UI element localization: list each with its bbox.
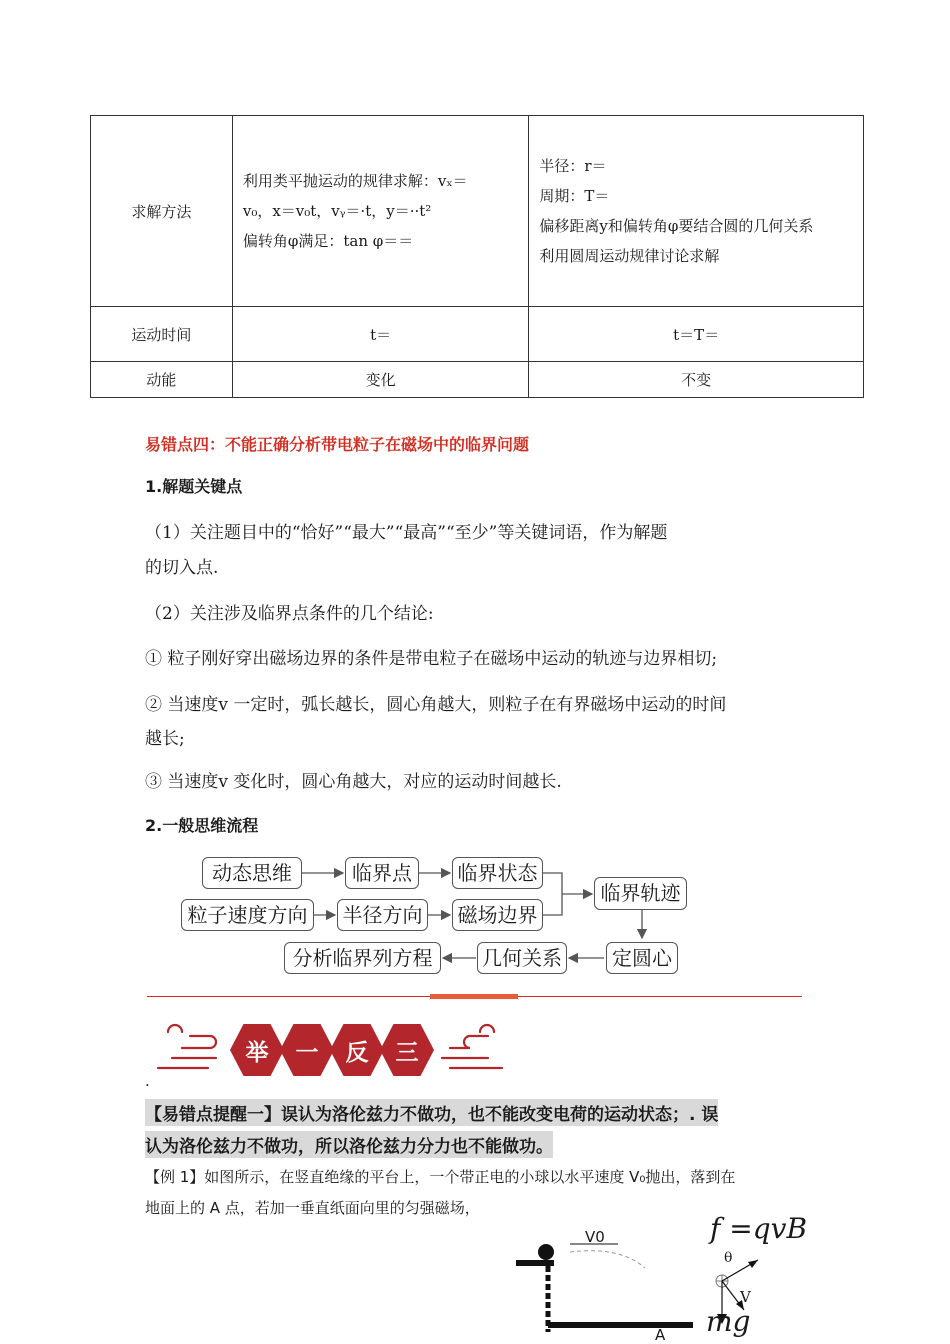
row-label: 求解方法 xyxy=(91,116,233,307)
example-text: 【例 1】如图所示，在竖直绝缘的平台上，一个带正电的小球以水平速度 V₀抛出，落到在 xyxy=(145,1168,736,1186)
theta-label: θ xyxy=(724,1250,733,1266)
cell-line: 利用圆周运动规律讨论求解 xyxy=(539,247,720,265)
conclusion-item: ② 当速度v 一定时，弧长越长，圆心角越大，则粒子在有界磁场中运动的时间 xyxy=(145,695,727,715)
flow-box-critical-state: 临界状态 xyxy=(452,857,543,889)
table-cell: 不变 xyxy=(529,362,864,398)
paragraph: （2）关注涉及临界点条件的几个结论: xyxy=(145,604,434,624)
flow-box-geometry: 几何关系 xyxy=(477,942,567,974)
cell-line: 半径：r＝ xyxy=(539,157,607,175)
cell-line: v₀，x＝v₀t，vᵧ＝·t，y＝··t² xyxy=(242,202,432,220)
flow-box-critical-trajectory: 临界轨迹 xyxy=(594,877,687,910)
flow-box-dynamic-thinking: 动态思维 xyxy=(202,857,302,889)
example-text: 地面上的 A 点，若加一垂直纸面向里的匀强磁场， xyxy=(145,1199,480,1217)
flow-box-velocity-direction: 粒子速度方向 xyxy=(181,899,314,931)
flow-box-locate-center: 定圆心 xyxy=(606,942,678,974)
table-cell: t＝T＝ xyxy=(529,307,864,362)
force-formula: f =qvB xyxy=(710,1212,808,1245)
table-cell: t＝ xyxy=(232,307,529,362)
reminder-line: 认为洛伦兹力不做功，所以洛伦兹力分力也不能做功。 xyxy=(145,1131,553,1158)
platform-figure xyxy=(510,1228,710,1344)
subheading-flow: 2.一般思维流程 xyxy=(145,816,259,835)
conclusion-item: ① 粒子刚好穿出磁场边界的条件是带电粒子在磁场中运动的轨迹与边界相切; xyxy=(145,649,718,669)
cell-line: 偏移距离y和偏转角φ要结合圆的几何关系 xyxy=(539,217,814,235)
banner-char: 反 xyxy=(345,1040,369,1066)
cell-line: 偏转角φ满足：tan φ＝＝ xyxy=(242,232,414,250)
velocity-label: V xyxy=(740,1288,751,1306)
paragraph: 的切入点. xyxy=(145,558,219,578)
cell-line: 利用类平抛运动的规律求解：vₓ＝ xyxy=(242,172,468,190)
v0-label: V0 xyxy=(585,1228,605,1246)
flow-box-radius-direction: 半径方向 xyxy=(337,899,428,931)
stray-dot: . xyxy=(145,1072,150,1090)
reminder-line: 【易错点提醒一】误认为洛伦兹力不做功，也不能改变电荷的运动状态；. 误 xyxy=(145,1099,718,1126)
banner-char: 举 xyxy=(245,1040,269,1066)
banner-char: 一 xyxy=(295,1040,319,1066)
section-title: 易错点四：不能正确分析带电粒子在磁场中的临界问题 xyxy=(145,435,530,454)
conclusion-item: 越长; xyxy=(145,729,185,749)
table-cell: 变化 xyxy=(232,362,529,398)
paragraph: （1）关注题目中的“恰好”“最大”“最高”“至少”等关键词语，作为解题 xyxy=(145,523,668,543)
subheading-key-points: 1.解题关键点 xyxy=(145,477,243,496)
banner xyxy=(228,1020,440,1080)
flow-box-critical-point: 临界点 xyxy=(345,857,419,889)
divider-accent xyxy=(430,994,518,999)
banner-char: 三 xyxy=(395,1040,419,1066)
mg-label: mg xyxy=(706,1305,751,1338)
point-a-label: A xyxy=(655,1326,666,1344)
flow-box-field-boundary: 磁场边界 xyxy=(452,899,543,931)
row-label: 运动时间 xyxy=(91,307,233,362)
row-label: 动能 xyxy=(91,362,233,398)
flow-box-equations: 分析临界列方程 xyxy=(284,942,441,974)
conclusion-item: ③ 当速度v 变化时，圆心角越大，对应的运动时间越长. xyxy=(145,772,562,792)
cell-line: 周期：T＝ xyxy=(539,187,610,205)
